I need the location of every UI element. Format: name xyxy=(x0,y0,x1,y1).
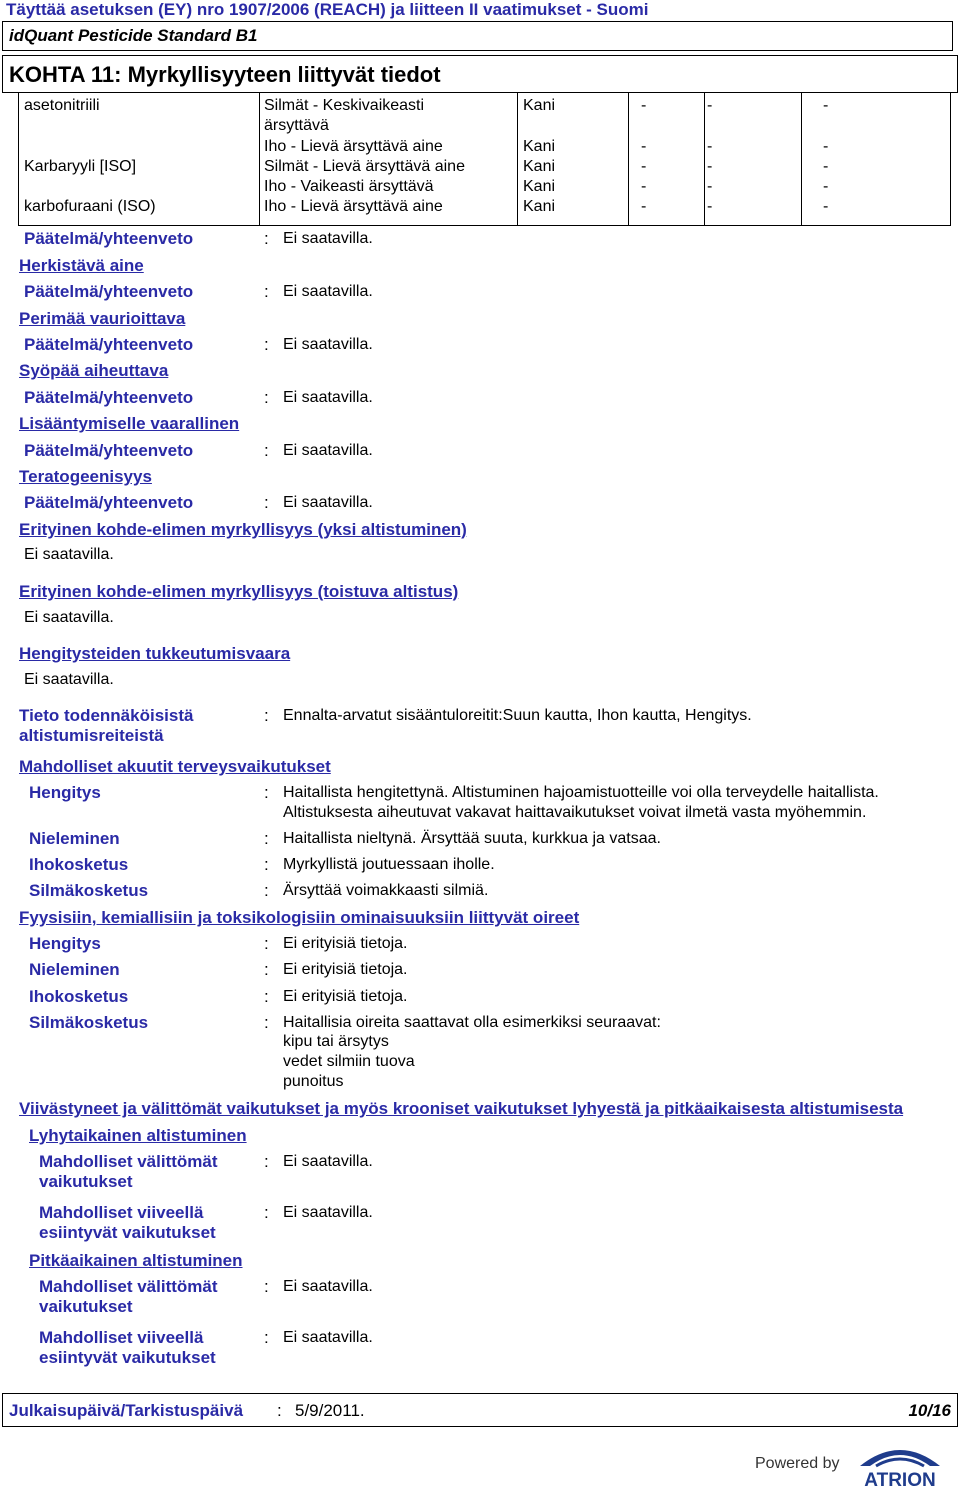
colon: : xyxy=(264,493,269,512)
powered-by-text: Powered by xyxy=(755,1455,840,1472)
heading-sensitisation: Herkistävä aine xyxy=(19,256,144,275)
symptoms-eye-value-line1: Haitallisia oireita saattavat olla esimerkiksi seuraavat: xyxy=(283,1014,661,1031)
atrion-logo-text: ATRION xyxy=(864,1470,936,1490)
heading-reproductive-toxicity: Lisääntymiselle vaarallinen xyxy=(19,414,240,433)
heading-acute-effects: Mahdolliset akuutit terveysvaikutukset xyxy=(19,757,331,776)
heading-stot-repeat: Erityinen kohde-elimen myrkyllisyys (toistuva altistus) xyxy=(19,582,459,601)
heading-teratogenicity: Teratogeenisyys xyxy=(19,467,152,486)
acute-ingestion-value: Haitallista nieltynä. Ärsyttää suuta, kurkkua ja vatsaa. xyxy=(283,830,661,847)
long-term-delayed-label-line1: Mahdolliset viiveellä xyxy=(39,1328,204,1347)
short-term-delayed-value: Ei saatavilla. xyxy=(283,1204,373,1221)
colon: : xyxy=(277,1401,282,1420)
conclusion-value: Ei saatavilla. xyxy=(283,230,373,247)
heading-symptoms: Fyysisiin, kemiallisiin ja toksikologisiin ominaisuuksiin liittyvät oireet xyxy=(19,908,580,927)
table-cell-name: karbofuraani (ISO) xyxy=(24,198,156,215)
conclusion-value: Ei saatavilla. xyxy=(283,442,373,459)
table-cell-dash: - xyxy=(641,158,647,175)
exposure-routes-label-line2: altistumisreiteistä xyxy=(19,726,164,745)
conclusion-value: Ei saatavilla. xyxy=(283,283,373,300)
colon: : xyxy=(264,706,269,725)
table-cell-name: asetonitriili xyxy=(24,97,100,114)
table-cell-dash: - xyxy=(707,158,713,175)
conclusion-value: Ei saatavilla. xyxy=(283,389,373,406)
conclusion-label: Päätelmä/yhteenveto xyxy=(24,229,194,248)
heading-aspiration-hazard: Hengitysteiden tukkeutumisvaara xyxy=(19,644,291,663)
exposure-routes-value: Ennalta-arvatut sisääntuloreitit:Suun kautta, Ihon kautta, Hengitys. xyxy=(283,707,752,724)
conclusion-label: Päätelmä/yhteenveto xyxy=(24,282,194,301)
irritation-table xyxy=(18,93,951,226)
short-term-immediate-label-line2: vaikutukset xyxy=(39,1172,133,1191)
symptoms-ingestion-label: Nieleminen xyxy=(29,960,120,979)
table-cell-dash: - xyxy=(707,198,713,215)
section-title-box xyxy=(2,55,958,93)
conclusion-value: Ei saatavilla. xyxy=(283,494,373,511)
conclusion-value: Ei saatavilla. xyxy=(283,336,373,353)
product-name: idQuant Pesticide Standard B1 xyxy=(9,26,258,45)
table-cell-dash: - xyxy=(823,138,829,155)
product-name-box xyxy=(2,21,953,51)
table-cell-dash: - xyxy=(641,97,647,114)
acute-inhalation-label: Hengitys xyxy=(29,783,101,802)
acute-inhalation-value-line2: Altistuksesta aiheutuvat vakavat haittavaikutukset voivat ilmetä vasta myöhemmin. xyxy=(283,804,867,821)
acute-eye-value: Ärsyttää voimakkaasti silmiä. xyxy=(283,882,489,899)
acute-inhalation-value-line1: Haitallista hengitettynä. Altistuminen hajoamistuotteille voi olla terveydelle haitallista. xyxy=(283,784,879,801)
acute-eye-label: Silmäkosketus xyxy=(29,881,149,900)
table-cell-name: Karbaryyli [ISO] xyxy=(24,158,137,175)
table-cell-species: Kani xyxy=(523,198,556,215)
symptoms-skin-value: Ei erityisiä tietoja. xyxy=(283,988,408,1005)
table-cell-result: Iho - Lievä ärsyttävä aine xyxy=(264,138,443,155)
short-term-delayed-label-line2: esiintyvät vaikutukset xyxy=(39,1223,216,1242)
table-cell-result: Silmät - Keskivaikeasti xyxy=(264,97,425,114)
symptoms-ingestion-value: Ei erityisiä tietoja. xyxy=(283,961,408,978)
table-cell-dash: - xyxy=(823,178,829,195)
table-cell-dash: - xyxy=(707,97,713,114)
section-title: KOHTA 11: Myrkyllisyyteen liittyvät tiedot xyxy=(9,62,441,87)
symptoms-eye-value-line3: vedet silmiin tuova xyxy=(283,1053,415,1070)
colon: : xyxy=(264,441,269,460)
colon: : xyxy=(264,783,269,802)
colon: : xyxy=(264,829,269,848)
long-term-immediate-value: Ei saatavilla. xyxy=(283,1278,373,1295)
stot-single-value: Ei saatavilla. xyxy=(24,546,114,563)
table-cell-dash: - xyxy=(823,198,829,215)
conclusion-label: Päätelmä/yhteenveto xyxy=(24,388,194,407)
long-term-delayed-value: Ei saatavilla. xyxy=(283,1329,373,1346)
heading-mutagenicity: Perimää vaurioittava xyxy=(19,309,186,328)
acute-skin-label: Ihokosketus xyxy=(29,855,129,874)
aspiration-value: Ei saatavilla. xyxy=(24,671,114,688)
table-cell-dash: - xyxy=(641,178,647,195)
heading-carcinogenicity: Syöpää aiheuttava xyxy=(19,361,169,380)
atrion-logo xyxy=(842,1440,958,1490)
colon: : xyxy=(264,1013,269,1032)
colon: : xyxy=(264,335,269,354)
exposure-routes-label-line1: Tieto todennäköisistä xyxy=(19,706,194,725)
issue-date-label: Julkaisupäivä/Tarkistuspäivä xyxy=(9,1401,244,1420)
conclusion-label: Päätelmä/yhteenveto xyxy=(24,441,194,460)
heading-delayed-effects: Viivästyneet ja välittömät vaikutukset ja myös krooniset vaikutukset lyhyestä ja pitkäaikaisesta altistumisesta xyxy=(19,1099,904,1118)
long-term-immediate-label-line1: Mahdolliset välittömät xyxy=(39,1277,218,1296)
symptoms-inhalation-value: Ei erityisiä tietoja. xyxy=(283,935,408,952)
colon: : xyxy=(264,388,269,407)
colon: : xyxy=(264,229,269,248)
table-cell-dash: - xyxy=(641,138,647,155)
table-cell-dash: - xyxy=(641,198,647,215)
regulation-header: Täyttää asetuksen (EY) nro 1907/2006 (REACH) ja liitteen II vaatimukset - Suomi xyxy=(6,0,649,19)
table-cell-result: Iho - Vaikeasti ärsyttävä xyxy=(264,178,434,195)
colon: : xyxy=(264,1203,269,1222)
colon: : xyxy=(264,1328,269,1347)
footer-box xyxy=(2,1393,958,1427)
colon: : xyxy=(264,934,269,953)
table-cell-result: ärsyttävä xyxy=(264,117,329,134)
table-cell-dash: - xyxy=(707,178,713,195)
acute-skin-value: Myrkyllistä joutuessaan iholle. xyxy=(283,856,495,873)
table-cell-result: Silmät - Lievä ärsyttävä aine xyxy=(264,158,465,175)
table-cell-dash: - xyxy=(823,158,829,175)
conclusion-label: Päätelmä/yhteenveto xyxy=(24,493,194,512)
symptoms-inhalation-label: Hengitys xyxy=(29,934,101,953)
table-cell-result: Iho - Lievä ärsyttävä aine xyxy=(264,198,443,215)
stot-repeat-value: Ei saatavilla. xyxy=(24,609,114,626)
colon: : xyxy=(264,987,269,1006)
long-term-delayed-label-line2: esiintyvät vaikutukset xyxy=(39,1348,216,1367)
heading-short-term-exposure: Lyhytaikainen altistuminen xyxy=(29,1126,247,1145)
short-term-immediate-label-line1: Mahdolliset välittömät xyxy=(39,1152,218,1171)
colon: : xyxy=(264,1152,269,1171)
heading-long-term-exposure: Pitkäaikainen altistuminen xyxy=(29,1251,243,1270)
symptoms-skin-label: Ihokosketus xyxy=(29,987,129,1006)
table-cell-species: Kani xyxy=(523,97,556,114)
colon: : xyxy=(264,1277,269,1296)
symptoms-eye-label: Silmäkosketus xyxy=(29,1013,149,1032)
conclusion-label: Päätelmä/yhteenveto xyxy=(24,335,194,354)
heading-stot-single: Erityinen kohde-elimen myrkyllisyys (yksi altistuminen) xyxy=(19,520,467,539)
colon: : xyxy=(264,960,269,979)
table-cell-species: Kani xyxy=(523,178,556,195)
colon: : xyxy=(264,855,269,874)
short-term-immediate-value: Ei saatavilla. xyxy=(283,1153,373,1170)
page-number: 10/16 xyxy=(908,1401,951,1420)
table-cell-species: Kani xyxy=(523,138,556,155)
table-cell-dash: - xyxy=(707,138,713,155)
long-term-immediate-label-line2: vaikutukset xyxy=(39,1297,133,1316)
symptoms-eye-value-line2: kipu tai ärsytys xyxy=(283,1033,389,1050)
acute-ingestion-label: Nieleminen xyxy=(29,829,120,848)
table-cell-species: Kani xyxy=(523,158,556,175)
colon: : xyxy=(264,881,269,900)
symptoms-eye-value-line4: punoitus xyxy=(283,1073,344,1090)
issue-date-value: 5/9/2011. xyxy=(295,1401,365,1420)
colon: : xyxy=(264,282,269,301)
table-cell-dash: - xyxy=(823,97,829,114)
short-term-delayed-label-line1: Mahdolliset viiveellä xyxy=(39,1203,204,1222)
